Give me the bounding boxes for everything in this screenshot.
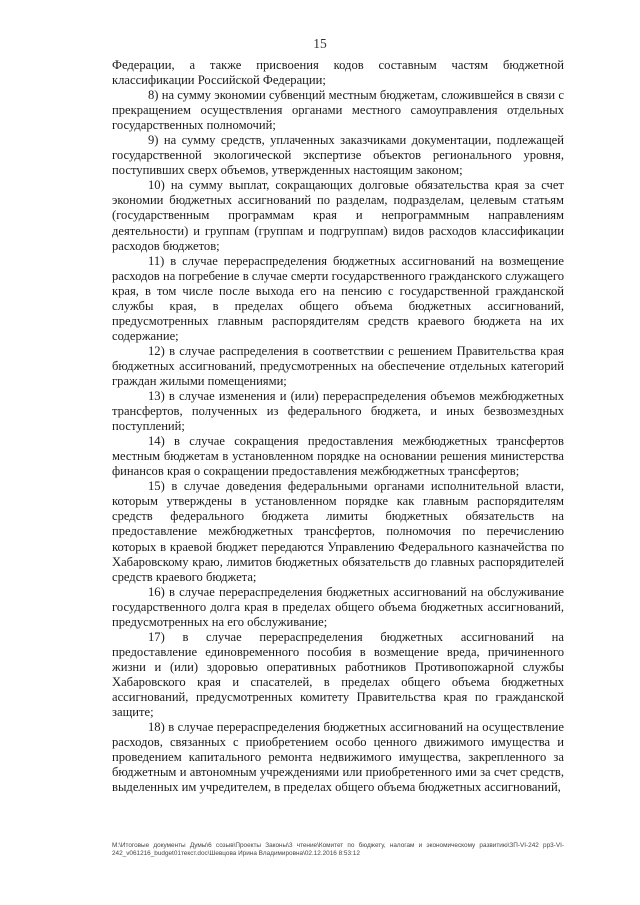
document-footer-path: М:\Итоговые документы Думы\6 созыв\Проекты Законы\3 чтение\Комитет по бюджету, налогам и экономическому развитию\ЗП-VI-242 рр3-VI-242_v061216_budget01текст.doc\Шевцова Ирина Владимировна\02.12.2016 8:53:12 xyxy=(112,842,564,858)
page-number: 15 xyxy=(313,36,327,51)
paragraph-item-15: 15) в случае доведения федеральными органами исполнительной власти, которым утверждены в установленном порядке как главным распорядителям средств федерального бюджета лимиты бюджетных обязательств на предоставление межбюджетных трансфертов, полномочия по перечислению которых в краевой бюджет передаются Управлению Федерального казначейства по Хабаровскому краю, лимитов бюджетных обязательств до главных распорядителей средств краевого бюджета; xyxy=(112,479,564,584)
paragraph-item-9: 9) на сумму средств, уплаченных заказчиками документации, подлежащей государственной экологической экспертизе объектов регионального уровня, поступивших сверх объемов, утвержденных настоящим законом; xyxy=(112,133,564,178)
document-body xyxy=(112,58,564,795)
paragraph-item-11: 11) в случае перераспределения бюджетных ассигнований на возмещение расходов на погребение в случае смерти государственного гражданского служащего края, в том числе после выхода его на пенсию с государственной гражданской службы края, в пределах общего объема бюджетных ассигнований, предусмотренных главным распорядителям средств краевого бюджета на их содержание; xyxy=(112,253,564,343)
paragraph-item-12: 12) в случае распределения в соответствии с решением Правительства края бюджетных ассигнований, предусмотренных на обеспечение отдельных категорий граждан жилыми помещениями; xyxy=(112,343,564,388)
paragraph-item-14: 14) в случае сокращения предоставления межбюджетных трансфертов местным бюджетам в установленном порядке на основании решения министерства финансов края о сокращении предоставления межбюджетных трансфертов; xyxy=(112,434,564,479)
paragraph-item-8: 8) на сумму экономии субвенций местным бюджетам, сложившейся в связи с прекращением осуществления органами местного самоуправления отдельных государственных полномочий; xyxy=(112,88,564,133)
paragraph-item-13: 13) в случае изменения и (или) перераспределения объемов межбюджетных трансфертов, полученных из федерального бюджета, и иных безвозмездных поступлений; xyxy=(112,389,564,434)
paragraph-item-16: 16) в случае перераспределения бюджетных ассигнований на обслуживание государственного долга края в пределах общего объема бюджетных ассигнований, предусмотренных на его обслуживание; xyxy=(112,584,564,629)
paragraph-item-17: 17) в случае перераспределения бюджетных ассигнований на предоставление единовременного пособия в возмещение вреда, причиненного жизни и (или) здоровью оперативных работников Противопожарной службы Хабаровского края и спасателей, в пределах общего объема бюджетных ассигнований, предусмотренных комитету Правительства края по гражданской защите; xyxy=(112,629,564,720)
paragraph-item-18: 18) в случае перераспределения бюджетных ассигнований на осуществление расходов, связанных с приобретением особо ценного движимого имущества и проведением капитального ремонта недвижимого имущества, закрепленного за бюджетным и автономным учреждениями или приобретенного ими за счет средств, выделенных им учредителем, в пределах общего объема бюджетных ассигнований, xyxy=(112,720,564,795)
paragraph-item-10: 10) на сумму выплат, сокращающих долговые обязательства края за счет экономии бюджетных ассигнований по разделам, подразделам, целевым статьям (государственным программам края и непрограммным направлениям деятельности) и группам (группам и подгруппам) видов расходов классификации расходов бюджетов; xyxy=(112,178,564,253)
paragraph-continuation: Федерации, а также присвоения кодов составным частям бюджетной классификации Российской Федерации; xyxy=(112,58,564,88)
